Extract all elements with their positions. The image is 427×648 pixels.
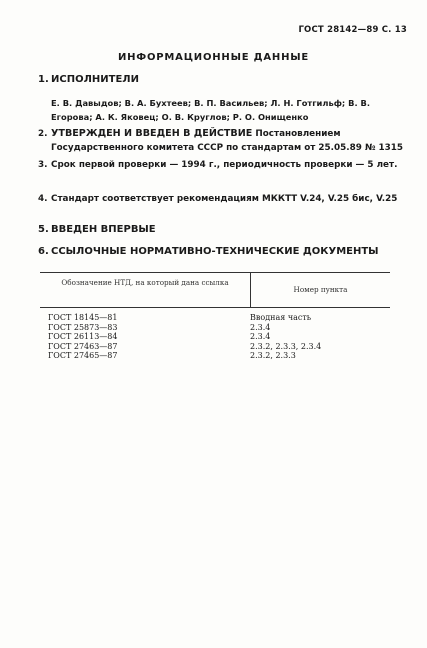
row-document: ГОСТ 26113—84 [48,332,118,342]
section-1-body: Е. В. Давыдов; В. А. Бухтеев; В. П. Васильев; Л. Н. Готгильф; В. В. Егорова; А. К. Яковец; О. В. Круглов; Р. О. Онищенко [51,98,370,122]
section-2-text: Постановлением Государственного комитета СССР по стандартам от 25.05.89 № 1315 [51,129,404,153]
references-table [40,272,390,361]
section-number: 5. [38,224,49,235]
page-title: ИНФОРМАЦИОННЫЕ ДАННЫЕ [117,52,310,63]
section-heading: ИСПОЛНИТЕЛИ [51,74,139,85]
section-number: 6. [38,246,49,257]
column-header-clause: Номер пункта [250,273,390,307]
row-clause: 2.3.2, 2.3.3 [250,351,296,361]
column-header-document: Обозначение НТД, на который дана ссылка [61,278,229,287]
row-clause: Вводная часть [250,313,312,322]
section-4 [38,193,410,207]
row-document: ГОСТ 25873—83 [48,322,118,332]
section-4-text: Стандарт соответствует рекомендациям МККТТ V.24, V.25 бис, V.25 [51,194,398,204]
table-row [40,313,390,323]
section-number: 3. [38,160,48,170]
row-clause: 2.3.4 [250,322,271,332]
row-document: ГОСТ 27463—87 [48,341,118,351]
section-5-title [38,224,156,235]
section-number: 2. [38,129,48,139]
row-document: ГОСТ 18145—81 [48,313,118,322]
section-2-lead: УТВЕРЖДЕН И ВВЕДЕН В ДЕЙСТВИЕ [51,128,253,139]
table-row [40,323,390,333]
page-header-ref: ГОСТ 28142—89 С. 13 [298,25,407,35]
section-3-text: Срок первой проверки — 1994 г., периодичность проверки — 5 лет. [51,160,398,170]
row-clause: 2.3.2, 2.3.3, 2.3.4 [250,341,322,351]
section-number: 4. [38,194,48,204]
section-3 [38,159,410,173]
table-row [40,351,390,361]
section-1-title [38,74,139,85]
table-row [40,342,390,352]
table-body [40,313,390,361]
table-header [40,272,390,308]
row-document: ГОСТ 27465—87 [48,351,118,361]
row-clause: 2.3.4 [250,332,271,342]
section-6-title [38,246,379,257]
table-row [40,332,390,342]
section-heading: ВВЕДЕН ВПЕРВЫЕ [51,224,156,235]
section-number: 1. [38,74,49,85]
section-heading: ССЫЛОЧНЫЕ НОРМАТИВНО-ТЕХНИЧЕСКИЕ ДОКУМЕНТЫ [51,246,379,257]
section-2 [38,127,410,155]
